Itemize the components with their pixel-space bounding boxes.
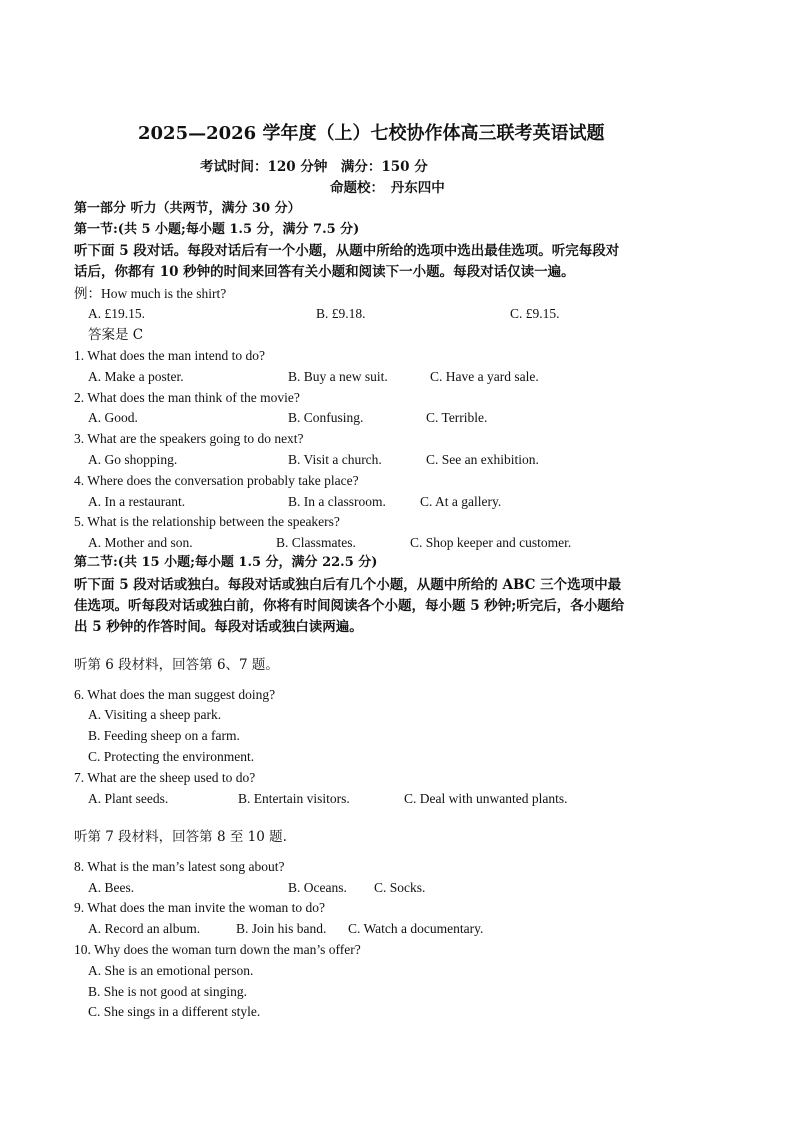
- exam-time: 考试时间：120 分钟 满分：150 分: [200, 159, 428, 175]
- question-10: 10. Why does the woman turn down the man’s offer?: [74, 942, 361, 957]
- q9-option-b: B. Join his band.: [236, 921, 327, 936]
- section2-heading: 第二节:(共 15 小题;每小题 1.5 分，满分 22.5 分): [74, 555, 378, 570]
- section2-instructions-line3: 出 5 秒钟的作答时间。每段对话或独白读两遍。: [74, 619, 363, 635]
- section2-instructions-line1: 听下面 5 段对话或独白。每段对话或独白后有几个小题，从题中所给的 ABC 三个选项中最: [74, 577, 622, 593]
- q10-option-a: A. She is an emotional person.: [88, 963, 254, 978]
- q4-option-a: A. In a restaurant.: [88, 494, 186, 509]
- q3-option-c: C. See an exhibition.: [426, 452, 539, 467]
- example-option-b: B. £9.18.: [316, 306, 366, 321]
- exam-title: 2025—2026 学年度（上）七校协作体高三联考英语试题: [138, 123, 605, 144]
- q4-option-c: C. At a gallery.: [420, 494, 502, 509]
- q3-option-a: A. Go shopping.: [88, 452, 178, 467]
- q9-option-a: A. Record an album.: [88, 921, 201, 936]
- section1-instructions-line1: 听下面 5 段对话。每段对话后有一个小题，从题中所给的选项中选出最佳选项。听完每段对: [74, 243, 620, 259]
- question-9: 9. What does the man invite the woman to do?: [74, 900, 325, 915]
- q5-option-b: B. Classmates.: [276, 535, 356, 550]
- q10-option-c: C. She sings in a different style.: [88, 1004, 261, 1019]
- section1-heading: 第一节:(共 5 小题;每小题 1.5 分，满分 7.5 分): [74, 222, 360, 237]
- part1-heading: 第一部分 听力（共两节，满分 30 分）: [74, 201, 301, 216]
- question-7: 7. What are the sheep used to do?: [74, 770, 256, 785]
- q8-option-b: B. Oceans.: [288, 880, 347, 895]
- q2-option-a: A. Good.: [88, 410, 138, 425]
- question-1: 1. What does the man intend to do?: [74, 348, 265, 363]
- q1-option-c: C. Have a yard sale.: [430, 369, 539, 384]
- material-6-label: 听第 6 段材料，回答第 6、7 题。: [74, 657, 279, 673]
- example-question: 例：How much is the shirt?: [74, 286, 227, 301]
- exam-school: 命题校： 丹东四中: [330, 180, 445, 196]
- q4-option-b: B. In a classroom.: [288, 494, 386, 509]
- q1-option-b: B. Buy a new suit.: [288, 369, 388, 384]
- question-4: 4. Where does the conversation probably take place?: [74, 473, 359, 488]
- question-5: 5. What is the relationship between the speakers?: [74, 514, 340, 529]
- q7-option-c: C. Deal with unwanted plants.: [404, 791, 568, 806]
- example-option-a: A. £19.15.: [88, 306, 145, 321]
- section2-instructions-line2: 佳选项。听每段对话或独白前，你将有时间阅读各个小题，每小题 5 秒钟;听完后，各小题给: [74, 598, 625, 614]
- q5-option-c: C. Shop keeper and customer.: [410, 535, 572, 550]
- q1-option-a: A. Make a poster.: [88, 369, 184, 384]
- material-7-label: 听第 7 段材料，回答第 8 至 10 题.: [74, 829, 287, 845]
- q9-option-c: C. Watch a documentary.: [348, 921, 484, 936]
- example-option-c: C. £9.15.: [510, 306, 560, 321]
- question-3: 3. What are the speakers going to do next?: [74, 431, 304, 446]
- q5-option-a: A. Mother and son.: [88, 535, 193, 550]
- example-answer: 答案是 C: [88, 327, 144, 343]
- q8-option-c: C. Socks.: [374, 880, 426, 895]
- question-6: 6. What does the man suggest doing?: [74, 687, 276, 702]
- section1-instructions-line2: 话后，你都有 10 秒钟的时间来回答有关小题和阅读下一小题。每段对话仅读一遍。: [74, 264, 575, 280]
- q6-option-a: A. Visiting a sheep park.: [88, 707, 222, 722]
- q6-option-c: C. Protecting the environment.: [88, 749, 255, 764]
- q8-option-a: A. Bees.: [88, 880, 135, 895]
- q7-option-a: A. Plant seeds.: [88, 791, 169, 806]
- question-2: 2. What does the man think of the movie?: [74, 390, 300, 405]
- q6-option-b: B. Feeding sheep on a farm.: [88, 728, 240, 743]
- q10-option-b: B. She is not good at singing.: [88, 984, 248, 999]
- q7-option-b: B. Entertain visitors.: [238, 791, 350, 806]
- q2-option-b: B. Confusing.: [288, 410, 364, 425]
- q2-option-c: C. Terrible.: [426, 410, 488, 425]
- q3-option-b: B. Visit a church.: [288, 452, 382, 467]
- question-8: 8. What is the man’s latest song about?: [74, 859, 285, 874]
